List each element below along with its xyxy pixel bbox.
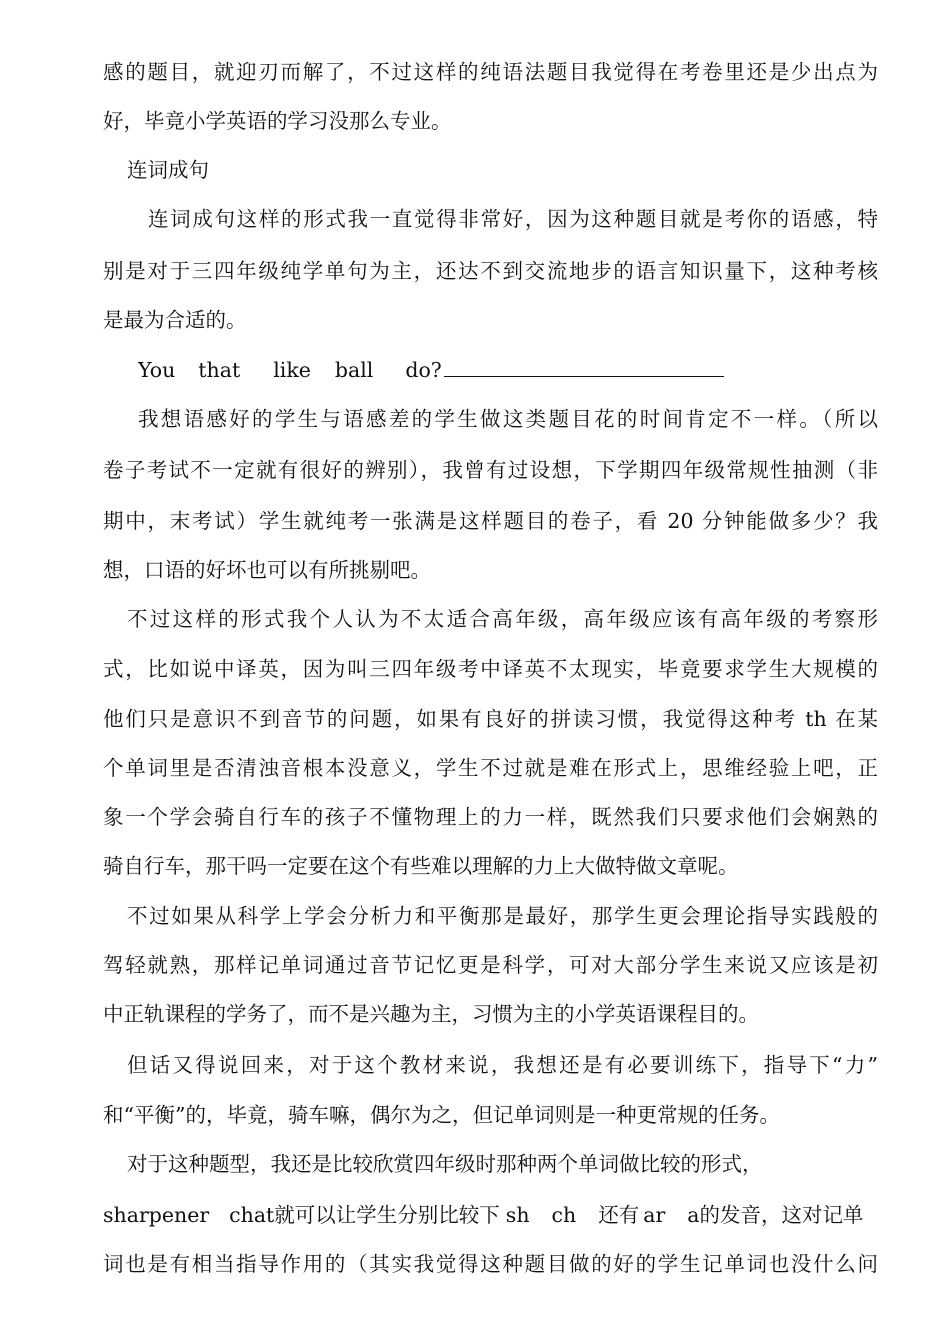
paragraph-line: 想，口语的好坏也可以有所挑剔吧。 bbox=[103, 558, 431, 582]
paragraph-line: 中正轨课程的学务了，而不是兴趣为主，习惯为主的小学英语课程目的。 bbox=[103, 1002, 759, 1026]
paragraph-line: 对于这种题型，我还是比较欣赏四年级时那种两个单词做比较的形式， bbox=[127, 1152, 763, 1176]
example-word: chat bbox=[229, 1203, 275, 1227]
mixed-language-line bbox=[103, 1200, 878, 1230]
exercise-word: ball bbox=[334, 358, 374, 382]
exercise-line bbox=[138, 355, 913, 385]
example-word: ch bbox=[551, 1203, 577, 1227]
line-text: 还有 bbox=[598, 1203, 640, 1227]
paragraph-line: 式，比如说中译英，因为叫三四年级考中译英不太现实，毕竟要求学生大规模的 bbox=[103, 657, 878, 681]
paragraph-line: 象一个学会骑自行车的孩子不懂物理上的力一样，既然我们只要求他们会娴熟的 bbox=[103, 805, 878, 829]
paragraph-line: 驾轻就熟，那样记单词通过音节记忆更是科学，可对大部分学生来说又应该是初 bbox=[103, 953, 878, 977]
paragraph-line: 好，毕竟小学英语的学习没那么专业。 bbox=[103, 109, 452, 133]
example-word: sh bbox=[505, 1203, 530, 1227]
paragraph-line: 骑自行车，那干吗一定要在这个有些难以理解的力上大做特做文章呢。 bbox=[103, 854, 739, 878]
example-word: a bbox=[687, 1203, 700, 1227]
section-heading: 连词成句 bbox=[127, 158, 209, 182]
paragraph-line: 是最为合适的。 bbox=[103, 308, 247, 332]
paragraph-line: 感的题目，就迎刃而解了，不过这样的纯语法题目我觉得在考卷里还是少出点为 bbox=[103, 60, 878, 84]
paragraph-line: 别是对于三四年级纯学单句为主，还达不到交流地步的语言知识量下，这种考核 bbox=[103, 259, 878, 283]
paragraph-line: 不过这样的形式我个人认为不太适合高年级，高年级应该有高年级的考察形 bbox=[127, 607, 878, 631]
paragraph-line: 卷子考试不一定就有很好的辨别），我曾有过设想，下学期四年级常规性抽测（非 bbox=[103, 458, 878, 482]
example-word: sharpener bbox=[103, 1203, 210, 1227]
paragraph-line: 词也是有相当指导作用的（其实我觉得这种题目做的好的学生记单词也没什么问 bbox=[103, 1252, 878, 1276]
exercise-word: do? bbox=[405, 358, 442, 382]
paragraph-line: 连词成句这样的形式我一直觉得非常好，因为这种题目就是考你的语感，特 bbox=[148, 207, 878, 231]
paragraph-line: 和“平衡”的，毕竟，骑车嘛，偶尔为之，但记单词则是一种更常规的任务。 bbox=[103, 1103, 780, 1127]
paragraph-line: 但话又得说回来，对于这个教材来说，我想还是有必要训练下，指导下“力” bbox=[127, 1053, 878, 1077]
example-word: ar bbox=[643, 1203, 666, 1227]
paragraph-line: 期中，末考试）学生就纯考一张满是这样题目的卷子，看 20 分钟能做多少？我 bbox=[103, 509, 878, 533]
line-text: 就可以让学生分别比较下 bbox=[274, 1203, 500, 1227]
exercise-word: like bbox=[273, 358, 311, 382]
paragraph-line: 个单词里是否清浊音根本没意义，学生不过就是难在形式上，思维经验上吧，正 bbox=[103, 756, 878, 780]
exercise-word: You bbox=[138, 358, 176, 382]
paragraph-line: 我想语感好的学生与语感差的学生做这类题目花的时间肯定不一样。（所以 bbox=[138, 407, 878, 431]
exercise-word: that bbox=[198, 358, 241, 382]
paragraph-line: 不过如果从科学上学会分析力和平衡那是最好，那学生更会理论指导实践般的 bbox=[127, 904, 878, 928]
line-text: 的发音，这对记单 bbox=[699, 1203, 864, 1227]
answer-blank bbox=[444, 358, 724, 377]
paragraph-line: 他们只是意识不到音节的问题，如果有良好的拼读习惯，我觉得这种考 th 在某 bbox=[103, 707, 878, 731]
